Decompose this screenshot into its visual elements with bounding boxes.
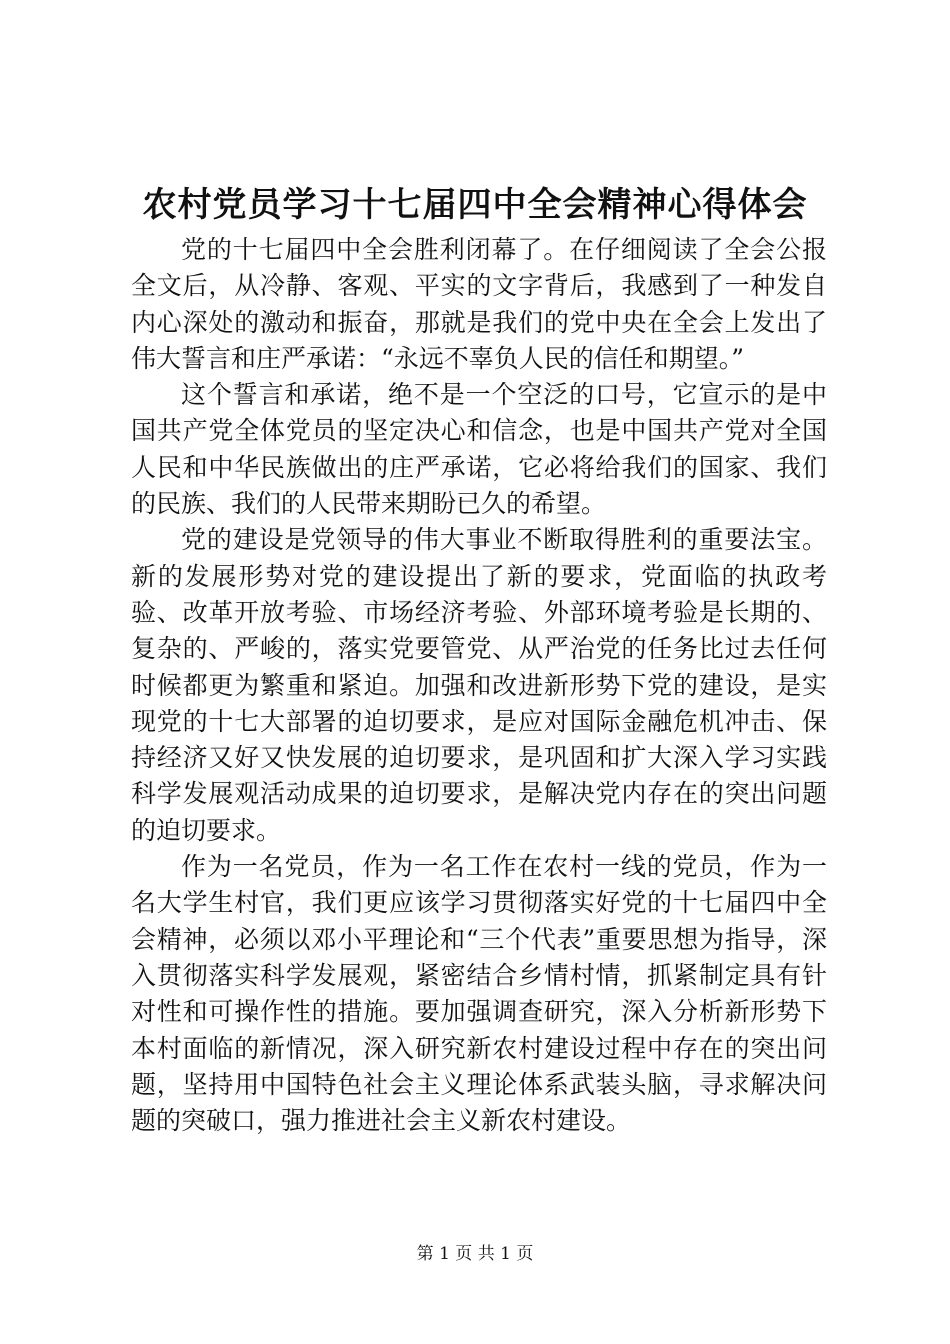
body-paragraph-2: 这个誓言和承诺，绝不是一个空泛的口号，它宣示的是中国共产党全体党员的坚定决心和信念，也是中国共产党对全国人民和中华民族做出的庄严承诺，它必将给我们的国家、我们的民族、我们的人民带来期盼已久的希望。: [131, 380, 827, 519]
document-body: [131, 232, 827, 1139]
body-paragraph-3: 党的建设是党领导的伟大事业不断取得胜利的重要法宝。新的发展形势对党的建设提出了新的要求，党面临的执政考验、改革开放考验、市场经济考验、外部环境考验是长期的、复杂的、严峻的，落实党要管党、从严治党的任务比过去任何时候都更为繁重和紧迫。加强和改进新形势下党的建设，是实现党的十七大部署的迫切要求，是应对国际金融危机冲击、保持经济又好又快发展的迫切要求，是巩固和扩大深入学习实践科学发展观活动成果的迫切要求，是解决党内存在的突出问题的迫切要求。: [131, 525, 827, 845]
body-paragraph-1: 党的十七届四中全会胜利闭幕了。在仔细阅读了全会公报全文后，从冷静、客观、平实的文字背后，我感到了一种发自内心深处的激动和振奋，那就是我们的党中央在全会上发出了伟大誓言和庄严承诺：“永远不辜负人民的信任和期望。”: [131, 235, 827, 373]
page-number-footer: 第 1 页 共 1 页: [416, 1244, 534, 1264]
body-paragraph-4: 作为一名党员，作为一名工作在农村一线的党员，作为一名大学生村官，我们更应该学习贯彻落实好党的十七届四中全会精神，必须以邓小平理论和“三个代表”重要思想为指导，深入贯彻落实科学发展观，紧密结合乡情村情，抓紧制定具有针对性和可操作性的措施。要加强调查研究，深入分析新形势下本村面临的新情况，深入研究新农村建设过程中存在的突出问题，坚持用中国特色社会主义理论体系武装头脑，寻求解决问题的突破口，强力推进社会主义新农村建设。: [131, 852, 827, 1136]
document-title: 农村党员学习十七届四中全会精神心得体会: [142, 185, 808, 225]
